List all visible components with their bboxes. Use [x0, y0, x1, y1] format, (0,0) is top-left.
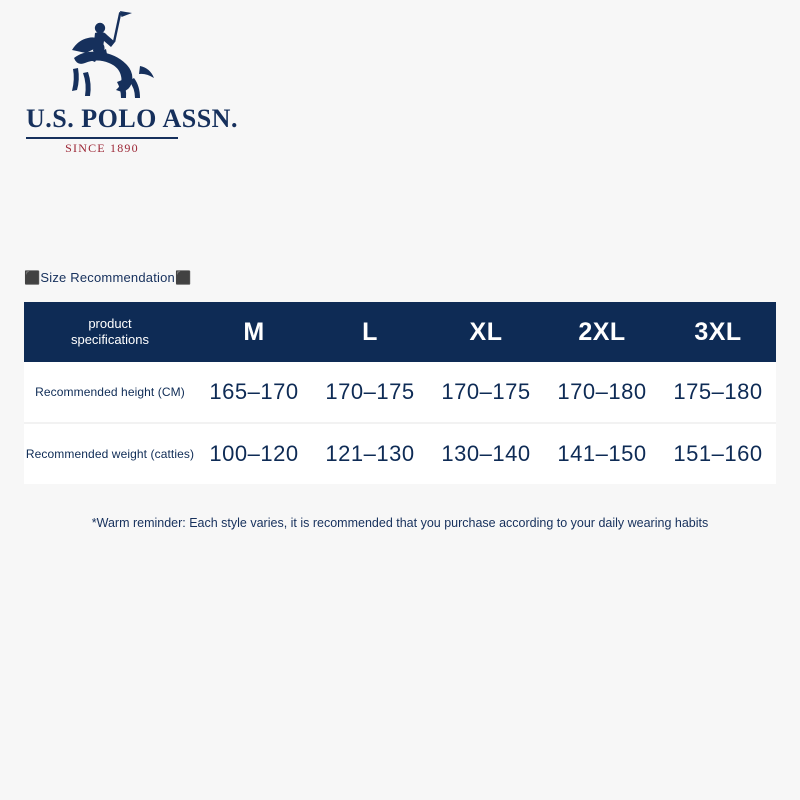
header-size-l: L [312, 302, 428, 362]
weight-xl: 130–140 [428, 423, 544, 484]
header-size-xl: XL [428, 302, 544, 362]
size-recommendation-table [24, 302, 776, 484]
brand-divider [26, 137, 178, 139]
table-row [24, 423, 776, 484]
header-product-line2: specifications [70, 332, 150, 347]
height-xl: 170–175 [428, 362, 544, 423]
header-size-3xl: 3XL [660, 302, 776, 362]
row-label-height: Recommended height (CM) [24, 362, 196, 423]
header-product-specifications [24, 302, 196, 362]
height-l: 170–175 [312, 362, 428, 423]
table-header-row [24, 302, 776, 362]
weight-2xl: 141–150 [544, 423, 660, 484]
polo-player-horse-logo-icon [48, 10, 168, 102]
header-size-2xl: 2XL [544, 302, 660, 362]
brand-since: SINCE 1890 [65, 141, 139, 155]
weight-3xl: 151–160 [660, 423, 776, 484]
header-product-line1: product [88, 315, 132, 331]
height-m: 165–170 [196, 362, 312, 423]
brand-block [24, 10, 324, 156]
row-label-weight: Recommended weight (catties) [24, 423, 196, 484]
weight-l: 121–130 [312, 423, 428, 484]
table-header [24, 302, 776, 362]
weight-m: 100–120 [196, 423, 312, 484]
header-size-m: M [196, 302, 312, 362]
warm-reminder-note: *Warm reminder: Each style varies, it is recommended that you purchase according to your daily wearing habits [91, 516, 709, 530]
brand-name: U.S. POLO ASSN. [26, 104, 238, 133]
height-2xl: 170–180 [544, 362, 660, 423]
height-3xl: 175–180 [660, 362, 776, 423]
table-row [24, 362, 776, 423]
section-title: ⬛Size Recommendation⬛ [24, 270, 192, 285]
